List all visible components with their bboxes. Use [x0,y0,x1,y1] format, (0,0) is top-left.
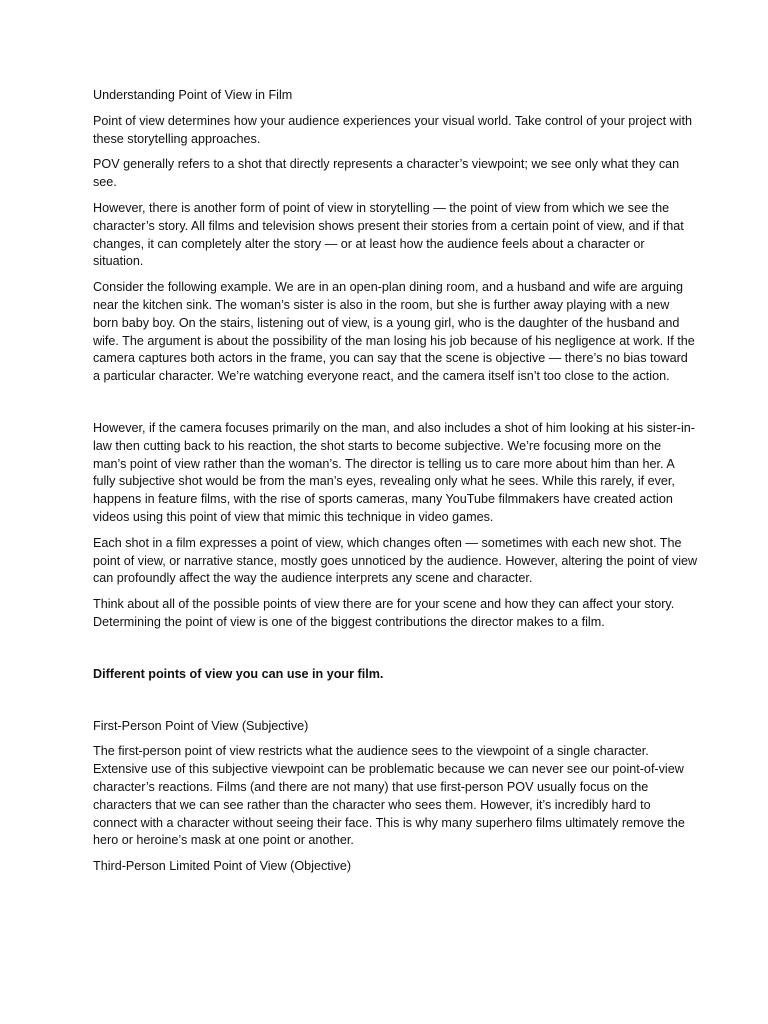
paragraph-each-shot: Each shot in a film expresses a point of view, which changes often — sometimes with each new shot. The point of view, or narrative stance, mostly goes unnoticed by the audience. However, altering the point of view can profoundly affect the way the audience interprets any scene and character. [93,535,698,586]
subsection-third-person-title: Third-Person Limited Point of View (Objective) [93,859,352,874]
paragraph-think-about: Think about all of the possible points of view there are for your scene and how they can affect your story. Determining the point of view is one of the biggest contributions the director makes to a film. [93,597,675,629]
document-title: Understanding Point of View in Film [93,88,293,102]
subsection-first-person-title: First-Person Point of View (Subjective) [93,718,309,733]
paragraph-storytelling-pov: However, there is another form of point of view in storytelling — the point of view from which we see the character’s story. All films and television shows present their stories from a certain point of view, and if that changes, it can completely alter the story — or at least how the audience feels about a character or situation. [93,200,684,269]
subsection-first-person-body: The first-person point of view restricts what the audience sees to the viewpoint of a single character. Extensive use of this subjective viewpoint can be problematic because we can never see our point-of-view character’s reactions. Films (and there are not many) that use first-person POV usually focus on the characters that we can see rather than the character who sees them. However, it’s incredibly hard to connect with a character without seeing their face. This is why many superhero films ultimately remove the hero or heroine’s mask at one point or another. [93,744,685,848]
paragraph-subjective-shot: However, if the camera focuses primarily on the man, and also includes a shot of him looking at his sister-in-law then cutting back to his reaction, the shot starts to become subjective. We’re focusing more on the man’s point of view rather than the woman’s. The director is telling us to care more about him than her. A fully subjective shot would be from the man’s eyes, revealing only what he sees. While this rarely, if ever, happens in feature films, with the rise of sports cameras, many YouTube filmmakers have created action videos using this point of view that mimic this technique in video games. [93,420,695,524]
paragraph-intro: Point of view determines how your audience experiences your visual world. Take control of your project with these storytelling approaches. [93,113,692,146]
paragraph-pov-definition: POV generally refers to a shot that directly represents a character’s viewpoint; we see only what they can see. [93,157,680,190]
paragraph-example: Consider the following example. We are in an open-plan dining room, and a husband and wife are arguing near the kitchen sink. The woman’s sister is also in the room, but she is further away playing with a new born baby boy. On the stairs, listening out of view, is a young girl, who is the daughter of the husband and wife. The argument is about the possibility of the man losing his job because of his negligence at work. If the camera captures both actors in the frame, you can say that the scene is objective — there’s no bias toward a particular character. We’re watching everyone react, and the camera itself isn’t too close to the action. [93,280,695,384]
section-heading: Different points of view you can use in your film. [93,666,384,681]
